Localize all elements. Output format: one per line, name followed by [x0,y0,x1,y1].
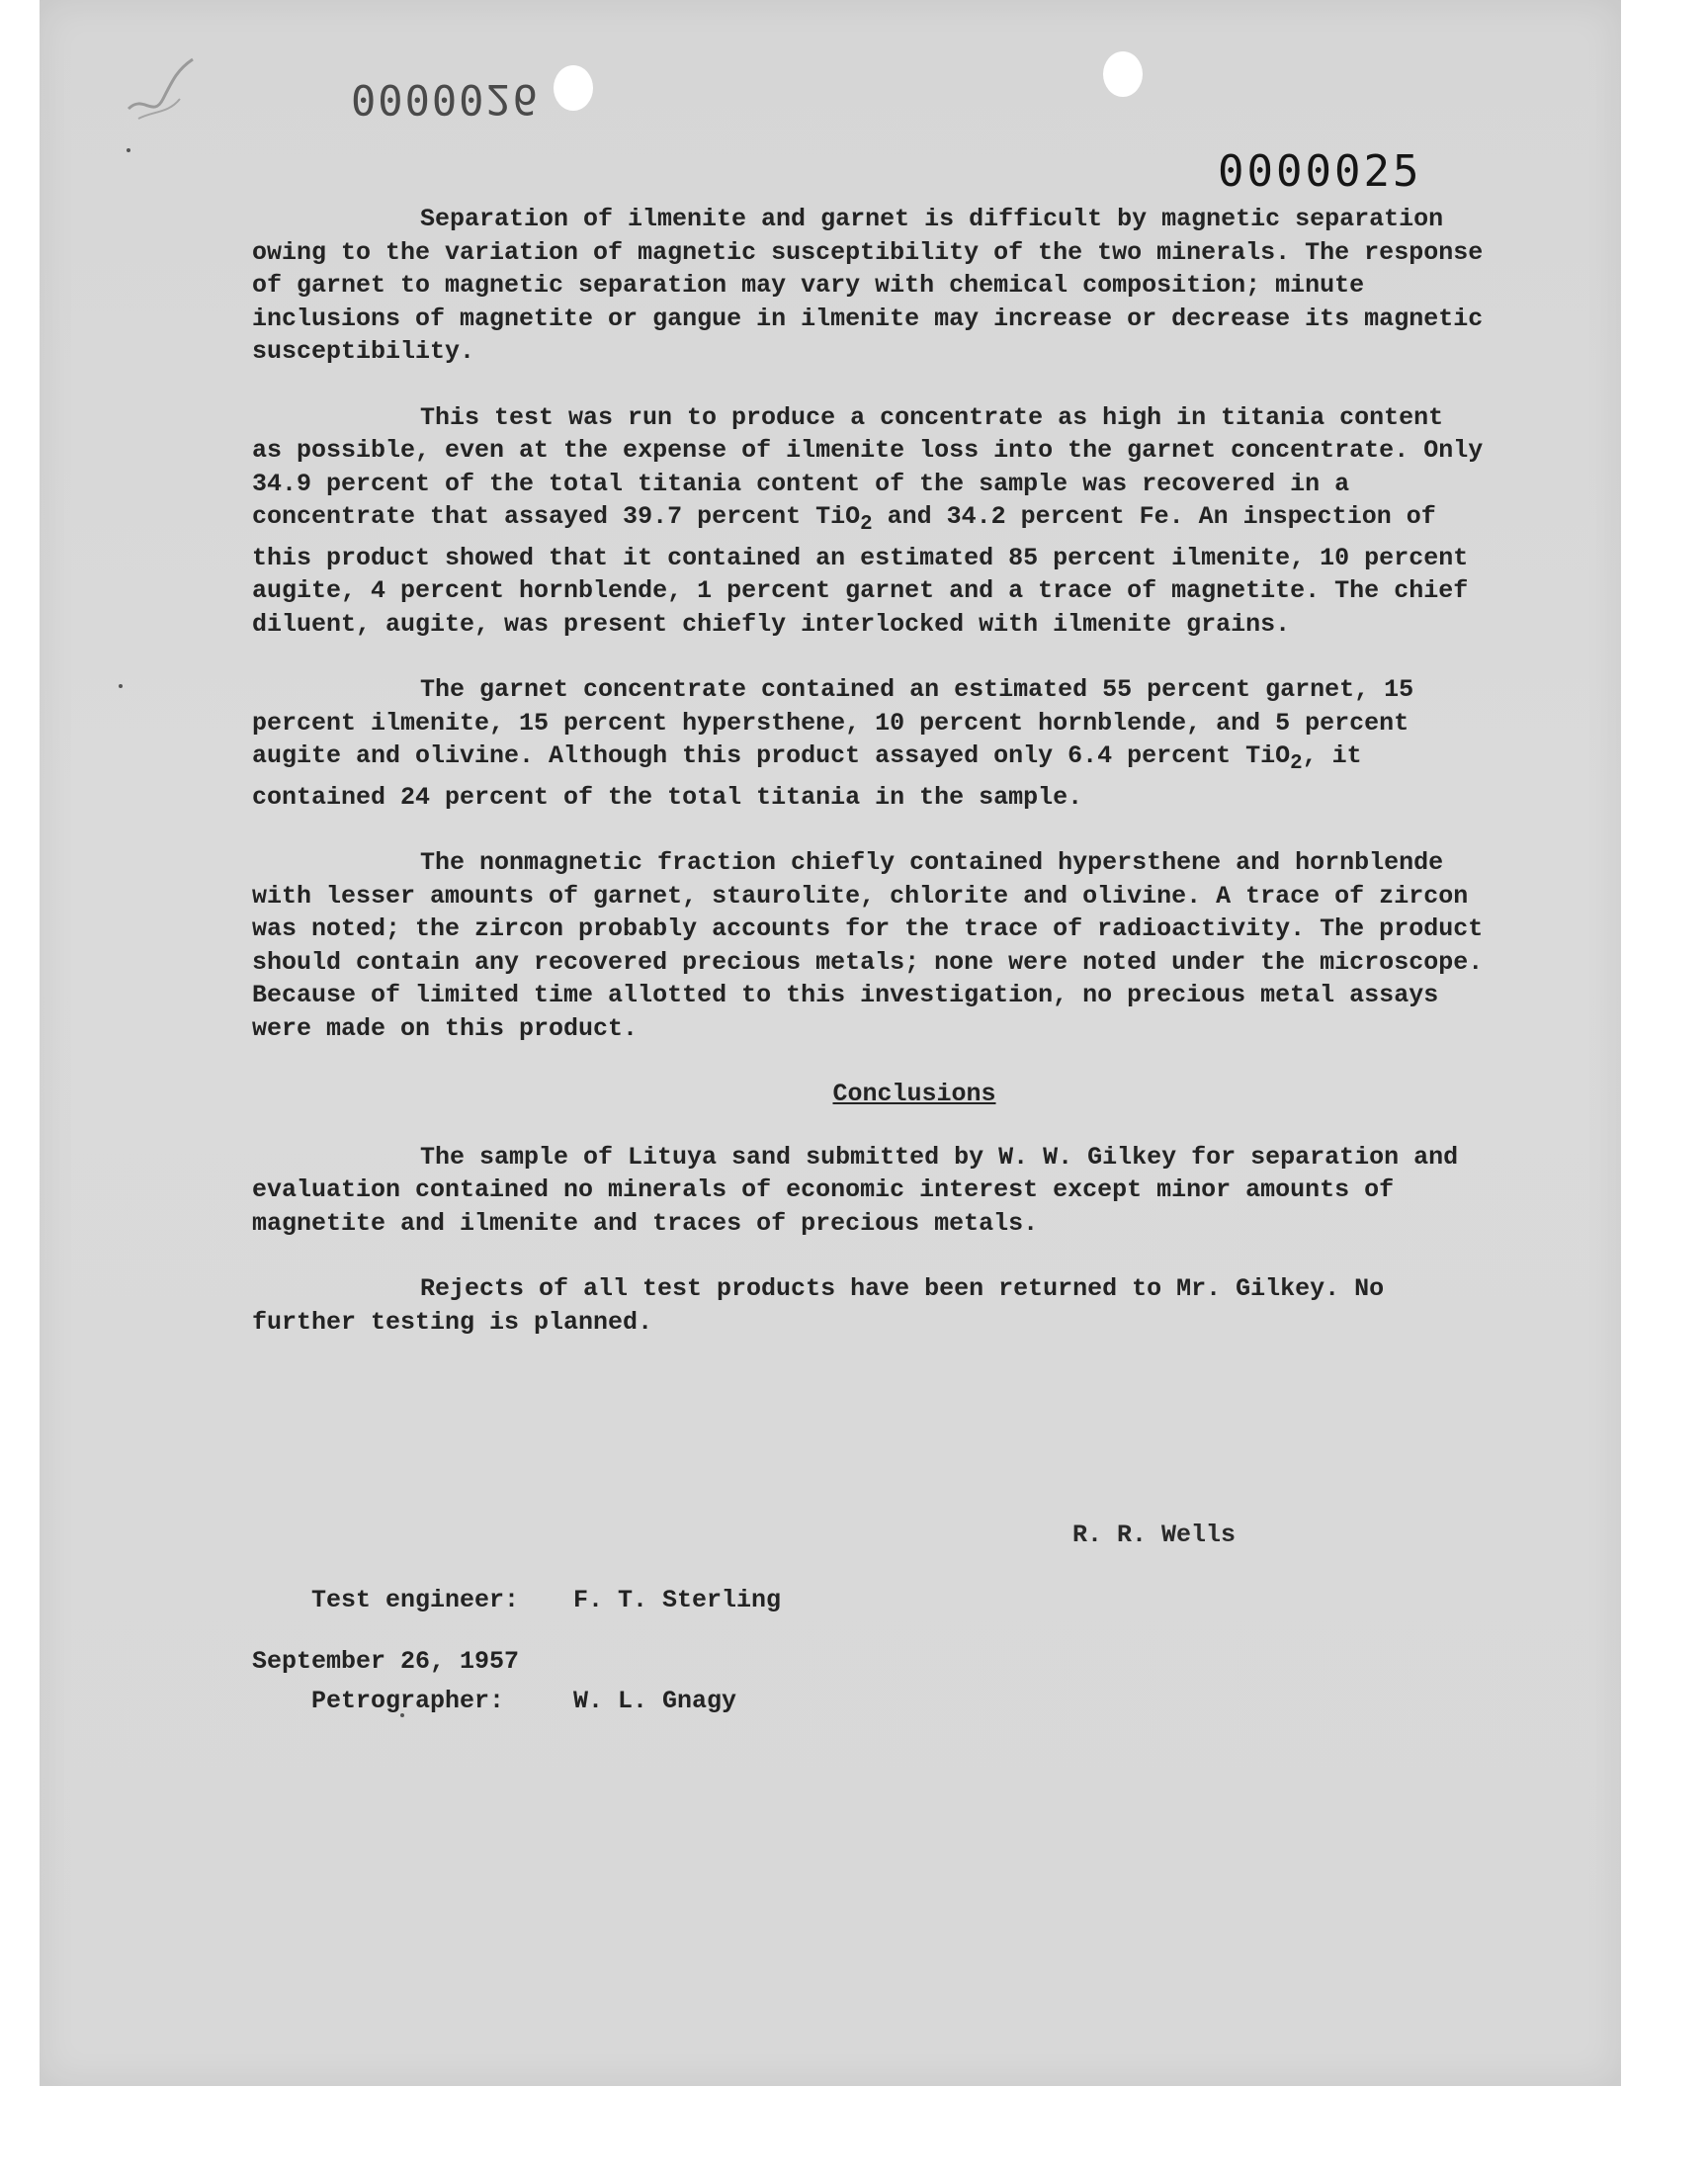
conclusion-paragraph: The sample of Lituya sand submitted by W. W. Gilkey for separation and evaluation contained no minerals of economic interest except minor amounts of magnetite and ilmenite and traces of precious metals. [252,1142,1459,1238]
page-number: 0000025 [1218,146,1422,197]
paragraph: The nonmagnetic fraction chiefly contained hypersthene and hornblende with lesser amounts of garnet, staurolite, chlorite and olivine. A trace of zircon was noted; the zircon probably accounts for the trace of radioactivity. The product should contain any recovered precious metals; none were noted under the microscope. Because of limited time allotted to this investigation, no precious metal assays were made on this product. [252,848,1484,1043]
speck [127,148,130,152]
paragraph: Separation of ilmenite and garnet is difficult by magnetic separation owing to the variation of magnetic susceptibility of the two minerals. The response of garnet to magnetic separation may vary with chemical composition; minute inclusions of magnetite or gangue in ilmenite may increase or decrease its magnetic susceptibility. [252,205,1484,366]
conclusion-paragraph: Rejects of all test products have been returned to Mr. Gilkey. No further testing is planned. [252,1274,1385,1337]
bleed-through-page-number: 0000026 [351,75,541,124]
punch-hole [1103,51,1143,97]
pencil-mark-icon [119,40,217,138]
conclusions-heading: Conclusions [832,1080,996,1108]
speck [119,684,123,688]
signature-name: R. R. Wells [1072,1521,1237,1549]
report-date: September 26, 1957 [252,1647,520,1676]
staff-value: F. T. Sterling [573,1586,782,1614]
paragraph: The garnet concentrate contained an estimated 55 percent garnet, 15 percent ilmenite, 15 percent hypersthene, 10 percent hornblende, and 5 percent augite and olivine. Although this product assayed only 6.4 percent TiO$_2$, it contained 24 percent of the total titania in the sample. [252,675,1414,812]
paragraph: This test was run to produce a concentrate as high in titania content as possible, even at the expense of ilmenite loss into the garnet concentrate. Only 34.9 percent of the total titania content of the sample was recovered in a concentrate that assayed 39.7 percent TiO$_2$ and 34.2 percent Fe. An inspection of this product showed that it contained an estimated 85 percent ilmenite, 10 percent augite, 4 percent hornblende, 1 percent garnet and a trace of magnetite. The chief diluent, augite, was present chiefly interlocked with ilmenite grains. [252,402,1484,639]
staff-row [252,1550,781,1651]
staff-value: W. L. Gnagy [573,1687,737,1715]
staff-label: Test engineer: [311,1586,520,1614]
staff-label: Petrographer: [311,1687,505,1715]
punch-hole [554,65,593,111]
report-body [252,203,1488,1371]
